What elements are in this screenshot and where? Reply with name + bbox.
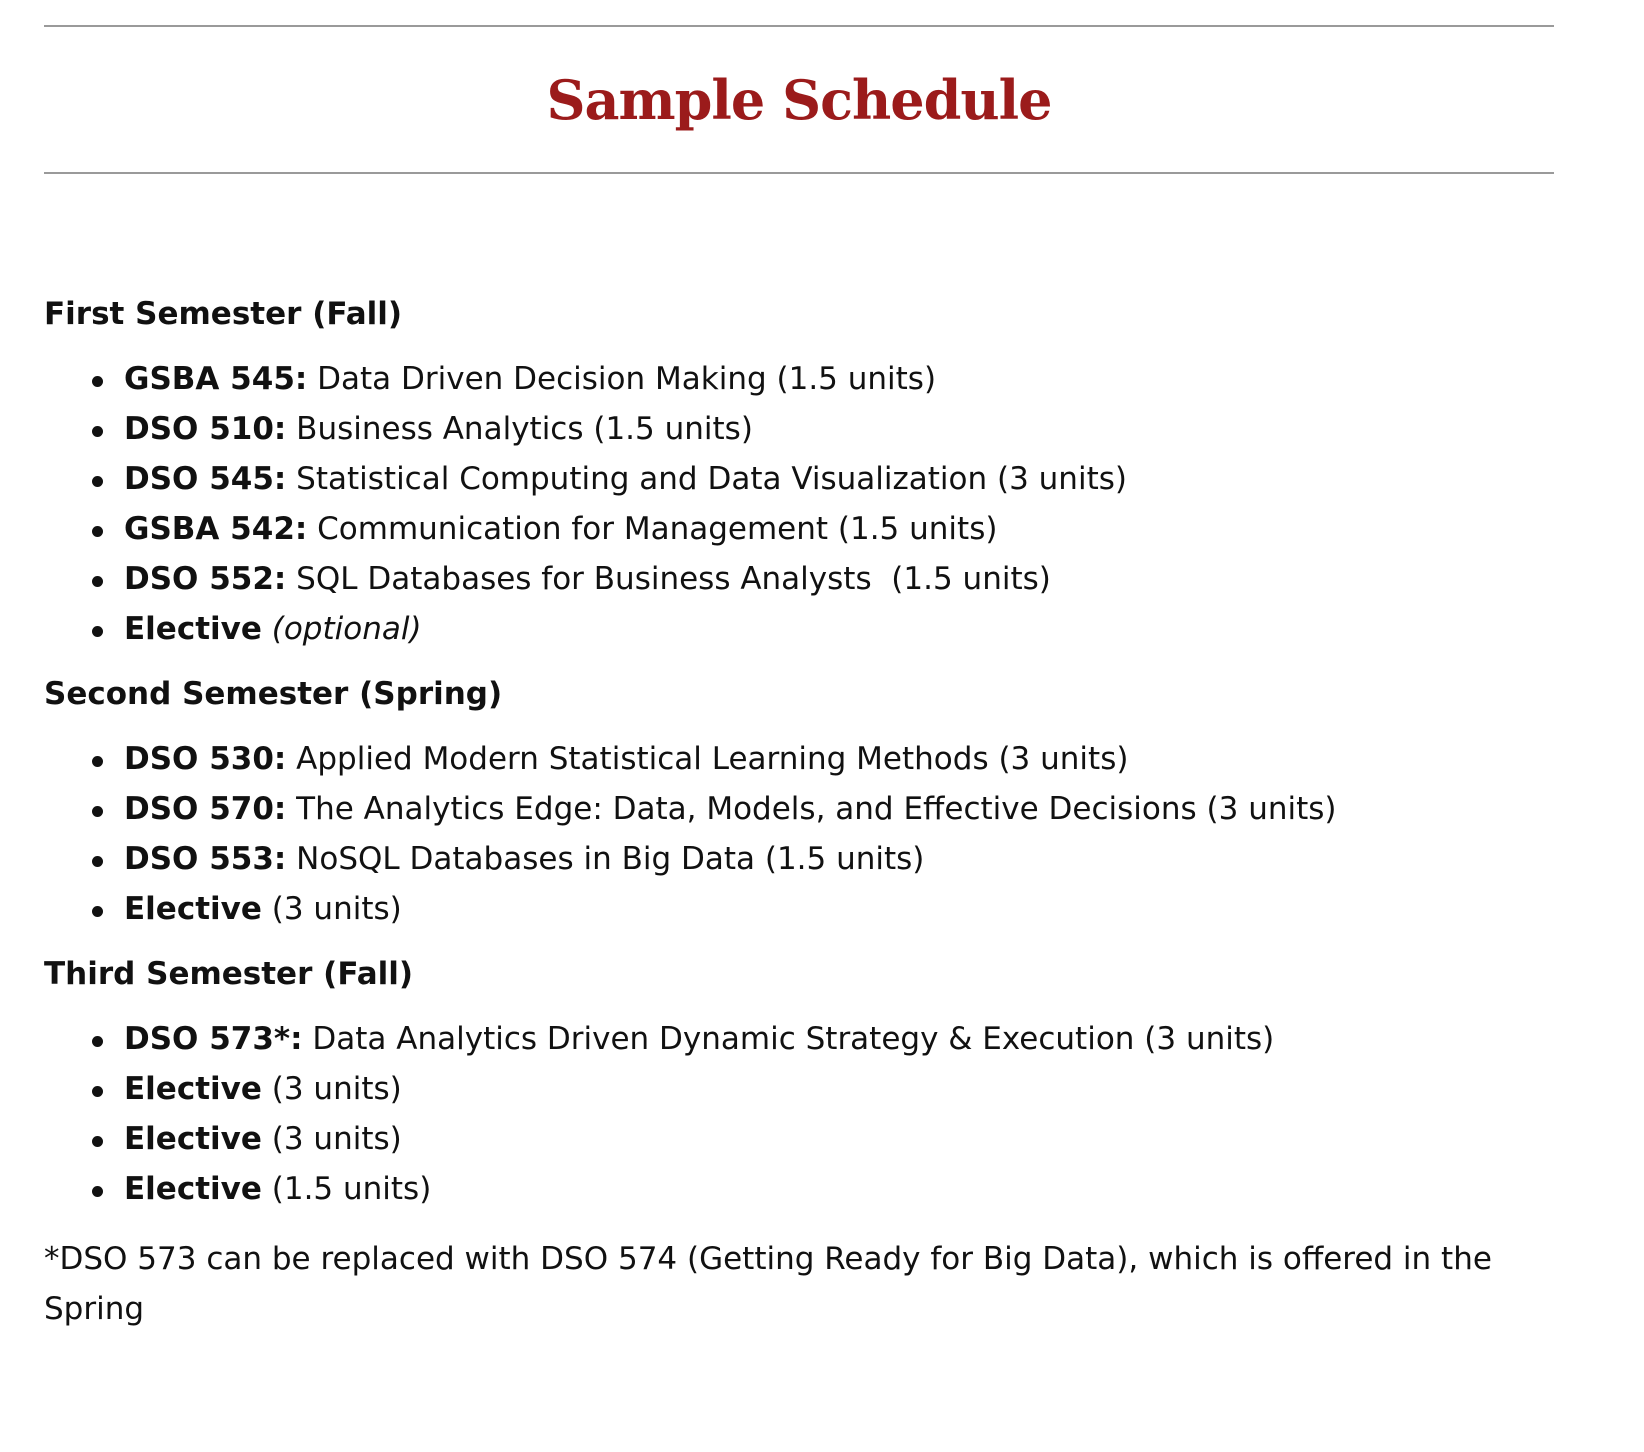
- bullet-icon: [92, 1086, 103, 1097]
- list-item: [44, 734, 1554, 784]
- bullet-icon: [92, 756, 103, 767]
- course-name: Statistical Computing and Data Visualization (3 units): [296, 461, 1127, 497]
- schedule-page: [44, 0, 1554, 1334]
- schedule-content: [44, 174, 1554, 1334]
- list-item: [44, 884, 1554, 934]
- course-code: Elective: [124, 1121, 262, 1157]
- title-area: [44, 27, 1554, 172]
- bullet-icon: [92, 906, 103, 917]
- course-code: GSBA 545:: [124, 361, 308, 397]
- semester-heading-first: First Semester (Fall): [44, 296, 403, 332]
- course-name: Data Driven Decision Making (1.5 units): [317, 361, 937, 397]
- list-item: [44, 404, 1554, 454]
- course-code: Elective: [124, 1071, 262, 1107]
- course-code: DSO 530:: [124, 741, 287, 777]
- course-name: NoSQL Databases in Big Data (1.5 units): [296, 841, 925, 877]
- bullet-icon: [92, 1186, 103, 1197]
- course-name: (optional): [271, 611, 422, 647]
- course-code: Elective: [124, 611, 262, 647]
- bullet-icon: [92, 376, 103, 387]
- bullet-icon: [92, 1036, 103, 1047]
- course-code: DSO 553:: [124, 841, 287, 877]
- course-list-third: [44, 1014, 1554, 1214]
- course-code: DSO 510:: [124, 411, 287, 447]
- bullet-icon: [92, 426, 103, 437]
- course-code: DSO 570:: [124, 791, 287, 827]
- footnote: *DSO 573 can be replaced with DSO 574 (Getting Ready for Big Data), which is offered in the Spring: [44, 1241, 1492, 1327]
- course-code: Elective: [124, 891, 262, 927]
- list-item: [44, 1014, 1554, 1064]
- course-code: DSO 573*:: [124, 1021, 303, 1057]
- bullet-icon: [92, 806, 103, 817]
- page-title: Sample Schedule: [546, 67, 1052, 132]
- course-name: (3 units): [271, 1071, 402, 1107]
- list-item: [44, 504, 1554, 554]
- bullet-icon: [92, 1136, 103, 1147]
- list-item: [44, 784, 1554, 834]
- course-name: (1.5 units): [271, 1171, 432, 1207]
- list-item: [44, 1164, 1554, 1214]
- list-item: [44, 454, 1554, 504]
- course-name: Communication for Management (1.5 units): [317, 511, 998, 547]
- course-code: DSO 552:: [124, 561, 287, 597]
- course-name: (3 units): [271, 1121, 402, 1157]
- bullet-icon: [92, 476, 103, 487]
- course-name: Applied Modern Statistical Learning Methods (3 units): [296, 741, 1129, 777]
- bullet-icon: [92, 576, 103, 587]
- semester-heading-second: Second Semester (Spring): [44, 676, 503, 712]
- course-name: SQL Databases for Business Analysts (1.5 units): [296, 561, 1051, 597]
- course-code: DSO 545:: [124, 461, 287, 497]
- bullet-icon: [92, 856, 103, 867]
- course-list-first: [44, 354, 1554, 654]
- course-code: Elective: [124, 1171, 262, 1207]
- bullet-icon: [92, 526, 103, 537]
- course-name: Business Analytics (1.5 units): [296, 411, 753, 447]
- course-name: The Analytics Edge: Data, Models, and Effective Decisions (3 units): [296, 791, 1337, 827]
- course-list-second: [44, 734, 1554, 934]
- bullet-icon: [92, 626, 103, 637]
- course-name: Data Analytics Driven Dynamic Strategy & Execution (3 units): [312, 1021, 1275, 1057]
- list-item: [44, 834, 1554, 884]
- list-item: [44, 354, 1554, 404]
- list-item: [44, 554, 1554, 604]
- list-item: [44, 604, 1554, 654]
- list-item: [44, 1114, 1554, 1164]
- course-code: GSBA 542:: [124, 511, 308, 547]
- course-name: (3 units): [271, 891, 402, 927]
- semester-heading-third: Third Semester (Fall): [44, 956, 414, 992]
- list-item: [44, 1064, 1554, 1114]
